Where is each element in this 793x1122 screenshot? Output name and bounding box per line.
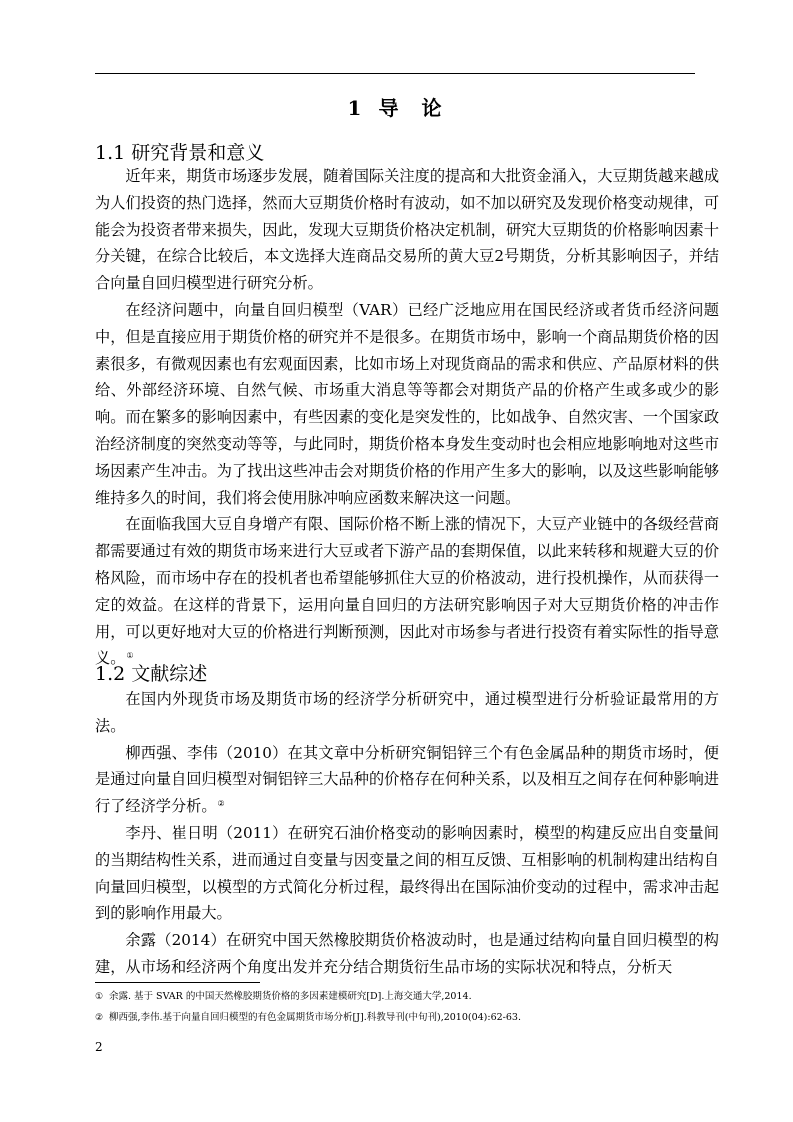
footnote-1 <box>95 990 715 1004</box>
footnote-mark: ① <box>95 992 104 1002</box>
footnote-text: 柳西强,李伟.基于向量自回归模型的有色金属期货市场分析[J].科教导刊(中旬刊),2010(04):62-63. <box>109 1012 521 1023</box>
paragraph: 近年来，期货市场逐步发展，随着国际关注度的提高和大批资金涌入，大豆期货越来越成为人们投资的热门选择，然而大豆期货价格时有波动，如不加以研究及发现价格变动规律，可能会为投资者带来损失，因此，发现大豆期货价格决定机制，研究大豆期货的价格影响因素十分关键，在综合比较后，本文选择大连商品交易所的黄大豆2号期货，分析其影响因子，并结合向量自回归模型进行研究分析。 <box>95 167 719 293</box>
page-number: 2 <box>95 1040 103 1054</box>
paragraph-with-footnote <box>95 511 719 672</box>
section-1-1-body <box>95 163 719 672</box>
paragraph-with-footnote <box>95 740 719 820</box>
paragraph: 在经济问题中，向量自回归模型（VAR）已经广泛地应用在国民经济或者货币经济问题中，但是直接应用于期货价格的研究并不是很多。在期货市场中，影响一个商品期货价格的因素很多，有微观因素也有宏观面因素，比如市场上对现货商品的需求和供应、产品原材料的供给、外部经济环境、自然气候、市场重大消息等等都会对期货产品的价格产生或多或少的影响。而在繁多的影响因素中，有些因素的变化是突发性的，比如战争、自然灾害、一个国家政治经济制度的突然变动等等，与此同时，期货价格本身发生变动时也会相应地影响地对这些市场因素产生冲击。为了找出这些冲击会对期货价格的作用产生多大的影响，以及这些影响能够维持多久的时间，我们将会使用脉冲响应函数来解决这一问题。 <box>95 300 719 507</box>
footnote-mark: ② <box>95 1013 104 1023</box>
chapter-title-word-1: 导 <box>378 96 400 120</box>
footnote-separator <box>95 982 260 983</box>
footnote-2 <box>95 1011 715 1025</box>
section-heading-1-2: 1.2 文献综述 <box>95 663 208 685</box>
footnote-ref-1: ① <box>126 651 134 661</box>
paragraph: 余露（2014）在研究中国天然橡胶期货价格波动时，也是通过结构向量自回归模型的构建，从市场和经济两个角度出发并充分结合期货衍生品市场的实际状况和特点，分析天 <box>95 931 719 976</box>
paragraph: 在国内外现货市场及期货市场的经济学分析研究中，通过模型进行分析验证最常用的方法。 <box>95 690 719 735</box>
chapter-number: 1 <box>347 96 363 120</box>
paragraph-text: 在面临我国大豆自身增产有限、国际价格不断上涨的情况下，大豆产业链中的各级经营商都需要通过有效的期货市场来进行大豆或者下游产品的套期保值，以此来转移和规避大豆的价格风险，而市场中存在的投机者也希望能够抓住大豆的价格波动，进行投机操作，从而获得一定的效益。在这样的背景下，运用向量自回归的方法研究影响因子对大豆期货价格的冲击作用，可以更好地对大豆的价格进行判断预测，因此对市场参与者进行投资有着实际性的指导意义。 <box>95 515 719 668</box>
footnote-text: 余露. 基于 SVAR 的中国天然橡胶期货价格的多因素建模研究[D].上海交通大学,2014. <box>109 991 472 1002</box>
paragraph: 李丹、崔日明（2011）在研究石油价格变动的影响因素时，模型的构建反应出自变量间的当期结构性关系，进而通过自变量与因变量之间的相互反馈、互相影响的机制构建出结构自向量回归模型，以模型的方式简化分析过程，最终得出在国际油价变动的过程中，需求冲击起到的影响作用最大。 <box>95 823 719 923</box>
footnote-ref-2: ② <box>217 799 225 809</box>
section-1-2-body <box>95 686 719 981</box>
chapter-title-word-2: 论 <box>421 96 443 120</box>
paragraph-text: 柳西强、李伟（2010）在其文章中分析研究铜铝锌三个有色金属品种的期货市场时，便是通过向量自回归模型对铜铝锌三大品种的价格存在何种关系，以及相互之间存在何种影响进行了经济学分析。 <box>95 743 719 816</box>
header-rule <box>95 73 695 74</box>
section-heading-1-1: 1.1 研究背景和意义 <box>95 142 265 164</box>
chapter-title <box>95 93 695 123</box>
